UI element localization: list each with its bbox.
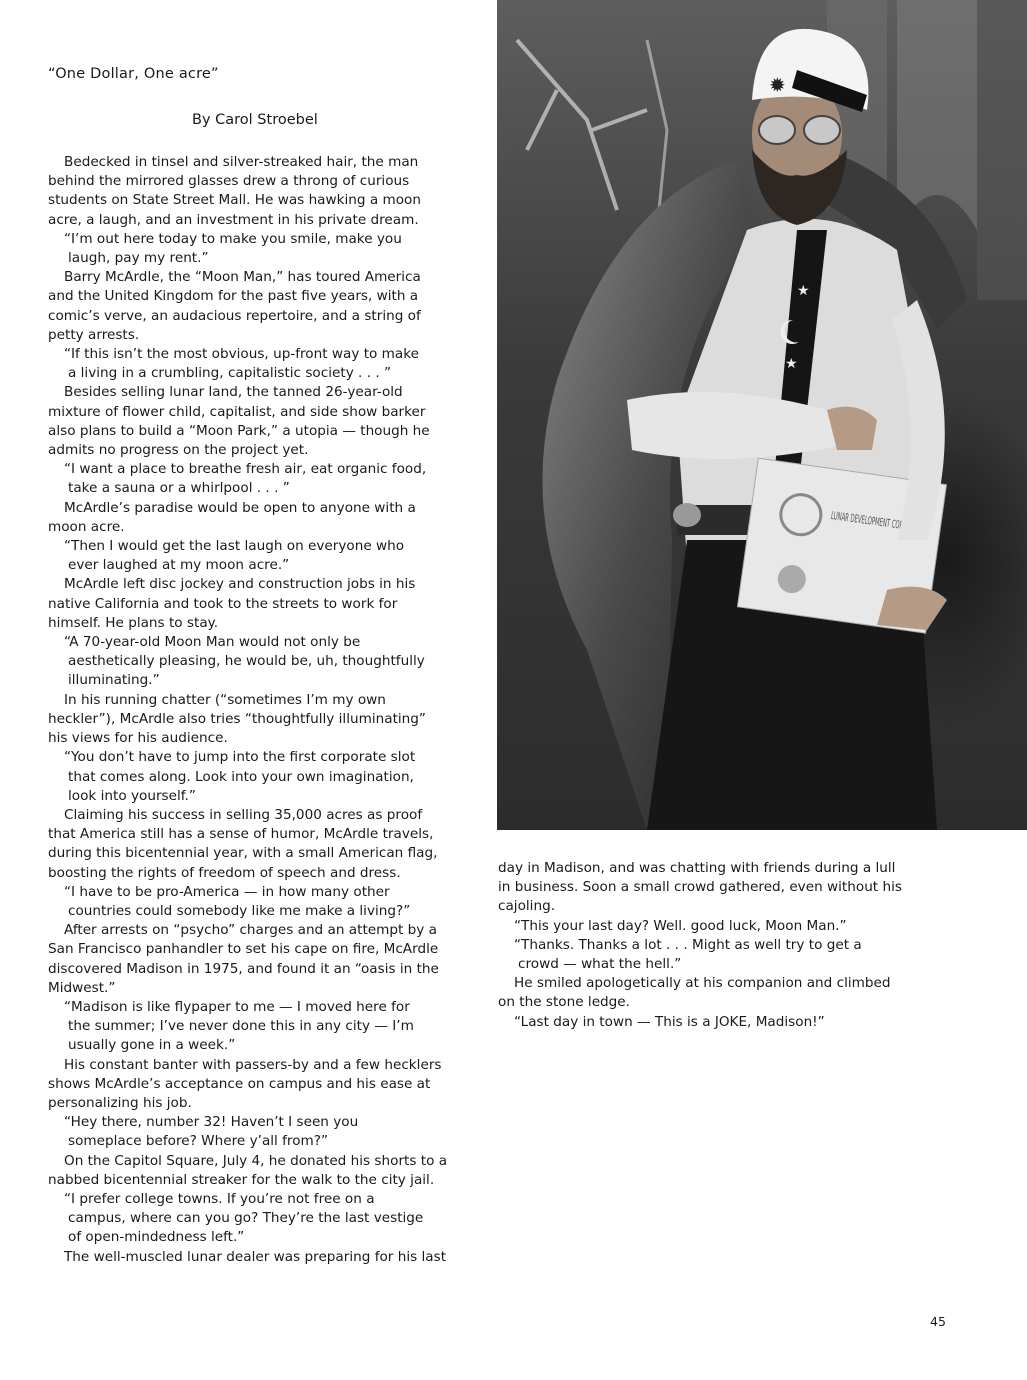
text-line: He smiled apologetically at his companion and climbed: [514, 975, 891, 992]
text-line: Barry McArdle, the “Moon Man,” has toured America: [64, 269, 421, 286]
text-line: that comes along. Look into your own imagination,: [68, 768, 414, 785]
article-body-right: [498, 859, 928, 1032]
article-byline: By Carol Stroebel: [192, 112, 318, 128]
text-line: someplace before? Where y’all from?”: [68, 1133, 329, 1150]
text-line: nabbed bicentennial streaker for the walk to the city jail.: [48, 1171, 435, 1188]
moon-man-photo: [497, 0, 1027, 830]
text-line: take a sauna or a whirlpool . . . ”: [68, 480, 290, 497]
text-line: students on State Street Mall. He was hawking a moon: [48, 192, 421, 209]
text-line: laugh, pay my rent.”: [68, 250, 209, 267]
text-line: Midwest.”: [48, 979, 116, 996]
text-line: His constant banter with passers-by and a few hecklers: [64, 1056, 442, 1073]
text-line: After arrests on “psycho” charges and an attempt by a: [64, 922, 437, 939]
text-line: day in Madison, and was chatting with friends during a lull: [498, 860, 896, 876]
text-line: also plans to build a “Moon Park,” a utopia — though he: [48, 422, 430, 439]
text-line: admits no progress on the project yet.: [48, 442, 309, 459]
text-line: The well-muscled lunar dealer was preparing for his last: [64, 1248, 447, 1265]
text-line: personalizing his job.: [48, 1094, 192, 1111]
text-line: “I have to be pro-America — in how many other: [64, 883, 390, 900]
text-line: shows McArdle’s acceptance on campus and his ease at: [48, 1075, 431, 1092]
text-line: On the Capitol Square, July 4, he donated his shorts to a: [64, 1152, 448, 1169]
text-line: “Hey there, number 32! Haven’t I seen you: [64, 1114, 359, 1131]
text-line: “Thanks. Thanks a lot . . . Might as well try to get a: [514, 936, 862, 953]
text-line: native California and took to the streets to work for: [48, 595, 398, 612]
text-line: countries could somebody like me make a living?”: [68, 902, 411, 919]
text-line: look into yourself.”: [68, 787, 196, 804]
text-line: “Madison is like flypaper to me — I moved here for: [64, 998, 410, 1015]
text-line: “I prefer college towns. If you’re not free on a: [64, 1190, 375, 1207]
text-line: boosting the rights of freedom of speech and dress.: [48, 864, 401, 881]
text-line: “Last day in town — This is a JOKE, Madison!”: [514, 1013, 825, 1030]
text-line: behind the mirrored glasses drew a throng of curious: [48, 173, 410, 190]
text-line: “I want a place to breathe fresh air, eat organic food,: [64, 461, 427, 478]
text-line: campus, where can you go? They’re the last vestige: [68, 1210, 424, 1227]
text-line: acre, a laugh, and an investment in his private dream.: [48, 211, 419, 228]
svg-text:★: ★: [785, 356, 798, 372]
text-line: discovered Madison in 1975, and found it an “oasis in the: [48, 960, 439, 977]
text-line: McArdle left disc jockey and construction jobs in his: [64, 576, 416, 593]
text-line: “I’m out here today to make you smile, make you: [64, 230, 402, 247]
text-line: the summer; I’ve never done this in any city — I’m: [68, 1018, 414, 1035]
svg-text:✹: ✹: [769, 73, 786, 97]
text-line: his views for his audience.: [48, 730, 228, 747]
text-line: of open-mindedness left.”: [68, 1229, 245, 1246]
article-title: “One Dollar, One acre”: [48, 66, 219, 82]
text-line: McArdle’s paradise would be open to anyone with a: [64, 499, 416, 516]
text-line: illuminating.”: [68, 672, 160, 689]
text-line: mixture of flower child, capitalist, and side show barker: [48, 403, 426, 420]
text-line: comic’s verve, an audacious repertoire, and a string of: [48, 307, 421, 324]
text-line: “This your last day? Well. good luck, Moon Man.”: [514, 917, 847, 934]
text-line: during this bicentennial year, with a small American flag,: [48, 845, 438, 862]
article-body-left: [48, 153, 488, 1267]
text-line: a living in a crumbling, capitalistic society . . . ”: [68, 365, 392, 382]
text-line: “If this isn’t the most obvious, up-front way to make: [64, 346, 419, 363]
text-line: petty arrests.: [48, 326, 140, 343]
text-line: heckler”), McArdle also tries “thoughtfully illuminating”: [48, 710, 426, 727]
text-line: “You don’t have to jump into the first corporate slot: [64, 749, 416, 766]
text-line: Claiming his success in selling 35,000 acres as proof: [64, 806, 423, 823]
text-line: crowd — what the hell.”: [518, 956, 682, 973]
text-line: and the United Kingdom for the past five years, with a: [48, 288, 419, 305]
text-line: aesthetically pleasing, he would be, uh, thoughtfully: [68, 653, 425, 670]
text-line: San Francisco panhandler to set his cape on fire, McArdle: [48, 941, 439, 958]
text-line: usually gone in a week.”: [68, 1037, 236, 1054]
moon-man-illustration: [497, 0, 1027, 830]
text-line: on the stone ledge.: [498, 994, 630, 1011]
svg-text:★: ★: [797, 283, 810, 299]
text-line: cajoling.: [498, 898, 556, 915]
text-line: In his running chatter (“sometimes I’m my own: [64, 691, 386, 708]
text-line: moon acre.: [48, 518, 125, 535]
text-line: “Then I would get the last laugh on everyone who: [64, 538, 405, 555]
text-line: Besides selling lunar land, the tanned 26-year-old: [64, 384, 403, 401]
text-line: that America still has a sense of humor, McArdle travels,: [48, 826, 434, 843]
page-number: 45: [930, 1314, 946, 1329]
text-line: himself. He plans to stay.: [48, 614, 219, 631]
text-line: Bedecked in tinsel and silver-streaked hair, the man: [64, 154, 419, 170]
text-line: “A 70-year-old Moon Man would not only be: [64, 634, 361, 651]
text-line: ever laughed at my moon acre.”: [68, 557, 290, 574]
text-line: in business. Soon a small crowd gathered, even without his: [498, 879, 902, 896]
